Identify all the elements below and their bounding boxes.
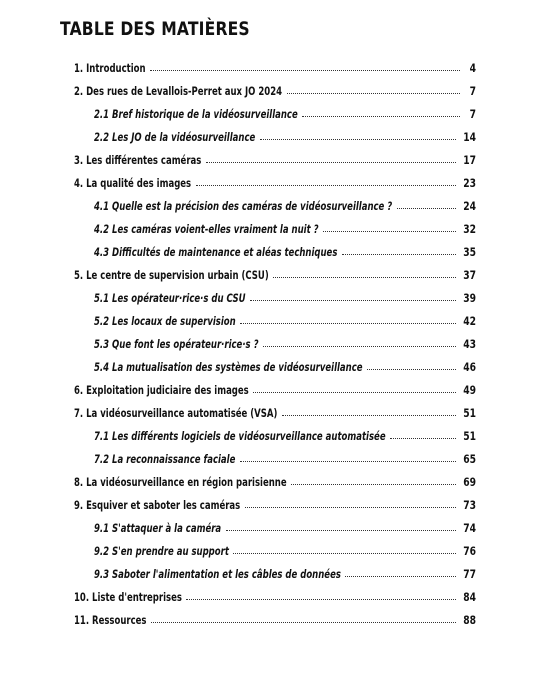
toc-section-entry[interactable]: [74, 585, 476, 608]
dot-leader: [282, 415, 456, 416]
toc-entry-page-number: 88: [463, 612, 476, 627]
toc-entry-page-number: 35: [463, 244, 476, 259]
toc-entry-page-number: 51: [463, 405, 476, 420]
toc-entry-label: 2.2 Les JO de la vidéosurveillance: [94, 129, 256, 144]
toc-entry-label: 5. Le centre de supervision urbain (CSU): [74, 267, 269, 282]
page-title: TABLE DES MATIÈRES: [60, 18, 250, 40]
toc-subsection-entry[interactable]: [94, 539, 476, 562]
toc-entry-page-number: 23: [463, 175, 476, 190]
toc-subsection-entry[interactable]: [94, 332, 476, 355]
toc-entry-page-number: 69: [463, 474, 476, 489]
dot-leader: [260, 139, 456, 140]
toc-entry-label: 4. La qualité des images: [74, 175, 192, 190]
toc-section-entry[interactable]: [74, 401, 476, 424]
toc-subsection-entry[interactable]: [94, 562, 476, 585]
toc-subsection-entry[interactable]: [94, 102, 476, 125]
toc-entry-label: 5.4 La mutualisation des systèmes de vidéosurveillance: [94, 359, 363, 374]
dot-leader: [345, 576, 456, 577]
toc-section-entry[interactable]: [74, 378, 476, 401]
toc-entry-label: 9. Esquiver et saboter les caméras: [74, 497, 241, 512]
toc-entry-page-number: 43: [463, 336, 476, 351]
dot-leader: [342, 254, 456, 255]
toc-section-entry[interactable]: [74, 493, 476, 516]
toc-entry-label: 7.1 Les différents logiciels de vidéosurveillance automatisée: [94, 428, 386, 443]
toc-entry-page-number: 51: [463, 428, 476, 443]
toc-entry-label: 6. Exploitation judiciaire des images: [74, 382, 249, 397]
toc-entry-label: 11. Ressources: [74, 612, 147, 627]
toc-entry-label: 2. Des rues de Levallois-Perret aux JO 2024: [74, 83, 283, 98]
dot-leader: [151, 622, 456, 623]
toc-entry-label: 1. Introduction: [74, 60, 146, 75]
toc-entry-page-number: 37: [463, 267, 476, 282]
dot-leader: [367, 369, 456, 370]
dot-leader: [245, 507, 456, 508]
toc-subsection-entry[interactable]: [94, 240, 476, 263]
toc-entry-page-number: 42: [463, 313, 476, 328]
dot-leader: [390, 438, 456, 439]
dot-leader: [196, 185, 456, 186]
toc-list: [74, 56, 476, 631]
toc-entry-label: 2.1 Bref historique de la vidéosurveillance: [94, 106, 298, 121]
toc-entry-page-number: 4: [469, 60, 476, 75]
toc-entry-page-number: 17: [463, 152, 476, 167]
toc-entry-label: 4.2 Les caméras voient-elles vraiment la nuit ?: [94, 221, 319, 236]
dot-leader: [291, 484, 456, 485]
toc-entry-label: 10. Liste d'entreprises: [74, 589, 182, 604]
dot-leader: [302, 116, 460, 117]
toc-entry-label: 9.2 S'en prendre au support: [94, 543, 229, 558]
toc-section-entry[interactable]: [74, 79, 476, 102]
toc-entry-page-number: 46: [463, 359, 476, 374]
toc-entry-label: 9.3 Saboter l'alimentation et les câbles de données: [94, 566, 341, 581]
toc-entry-page-number: 7: [469, 106, 476, 121]
toc-subsection-entry[interactable]: [94, 516, 476, 539]
toc-entry-page-number: 74: [463, 520, 476, 535]
toc-entry-page-number: 39: [463, 290, 476, 305]
toc-section-entry[interactable]: [74, 56, 476, 79]
dot-leader: [253, 392, 456, 393]
dot-leader: [397, 208, 456, 209]
toc-subsection-entry[interactable]: [94, 424, 476, 447]
dot-leader: [263, 346, 456, 347]
toc-subsection-entry[interactable]: [94, 286, 476, 309]
toc-entry-page-number: 7: [469, 83, 476, 98]
toc-subsection-entry[interactable]: [94, 125, 476, 148]
toc-entry-label: 5.3 Que font les opérateur·rice·s ?: [94, 336, 259, 351]
dot-leader: [323, 231, 456, 232]
toc-entry-page-number: 76: [463, 543, 476, 558]
toc-entry-label: 3. Les différentes caméras: [74, 152, 202, 167]
toc-section-entry[interactable]: [74, 608, 476, 631]
toc-entry-page-number: 73: [463, 497, 476, 512]
toc-entry-page-number: 24: [463, 198, 476, 213]
dot-leader: [150, 70, 460, 71]
toc-entry-page-number: 77: [463, 566, 476, 581]
toc-entry-label: 9.1 S'attaquer à la caméra: [94, 520, 222, 535]
toc-entry-label: 5.1 Les opérateur·rice·s du CSU: [94, 290, 246, 305]
toc-entry-page-number: 14: [463, 129, 476, 144]
dot-leader: [240, 461, 456, 462]
toc-entry-page-number: 65: [463, 451, 476, 466]
toc-subsection-entry[interactable]: [94, 309, 476, 332]
toc-subsection-entry[interactable]: [94, 217, 476, 240]
toc-subsection-entry[interactable]: [94, 194, 476, 217]
toc-entry-label: 8. La vidéosurveillance en région parisienne: [74, 474, 287, 489]
dot-leader: [240, 323, 456, 324]
dot-leader: [287, 93, 460, 94]
toc-entry-label: 5.2 Les locaux de supervision: [94, 313, 236, 328]
dot-leader: [233, 553, 456, 554]
dot-leader: [206, 162, 456, 163]
toc-entry-label: 4.3 Difficultés de maintenance et aléas techniques: [94, 244, 338, 259]
dot-leader: [226, 530, 456, 531]
dot-leader: [273, 277, 456, 278]
toc-section-entry[interactable]: [74, 171, 476, 194]
toc-entry-label: 7. La vidéosurveillance automatisée (VSA): [74, 405, 278, 420]
toc-section-entry[interactable]: [74, 263, 476, 286]
toc-entry-page-number: 84: [463, 589, 476, 604]
toc-entry-page-number: 49: [463, 382, 476, 397]
toc-section-entry[interactable]: [74, 470, 476, 493]
dot-leader: [186, 599, 456, 600]
dot-leader: [250, 300, 456, 301]
toc-subsection-entry[interactable]: [94, 447, 476, 470]
toc-entry-page-number: 32: [463, 221, 476, 236]
toc-subsection-entry[interactable]: [94, 355, 476, 378]
toc-entry-label: 4.1 Quelle est la précision des caméras de vidéosurveillance ?: [94, 198, 393, 213]
toc-section-entry[interactable]: [74, 148, 476, 171]
toc-entry-label: 7.2 La reconnaissance faciale: [94, 451, 236, 466]
